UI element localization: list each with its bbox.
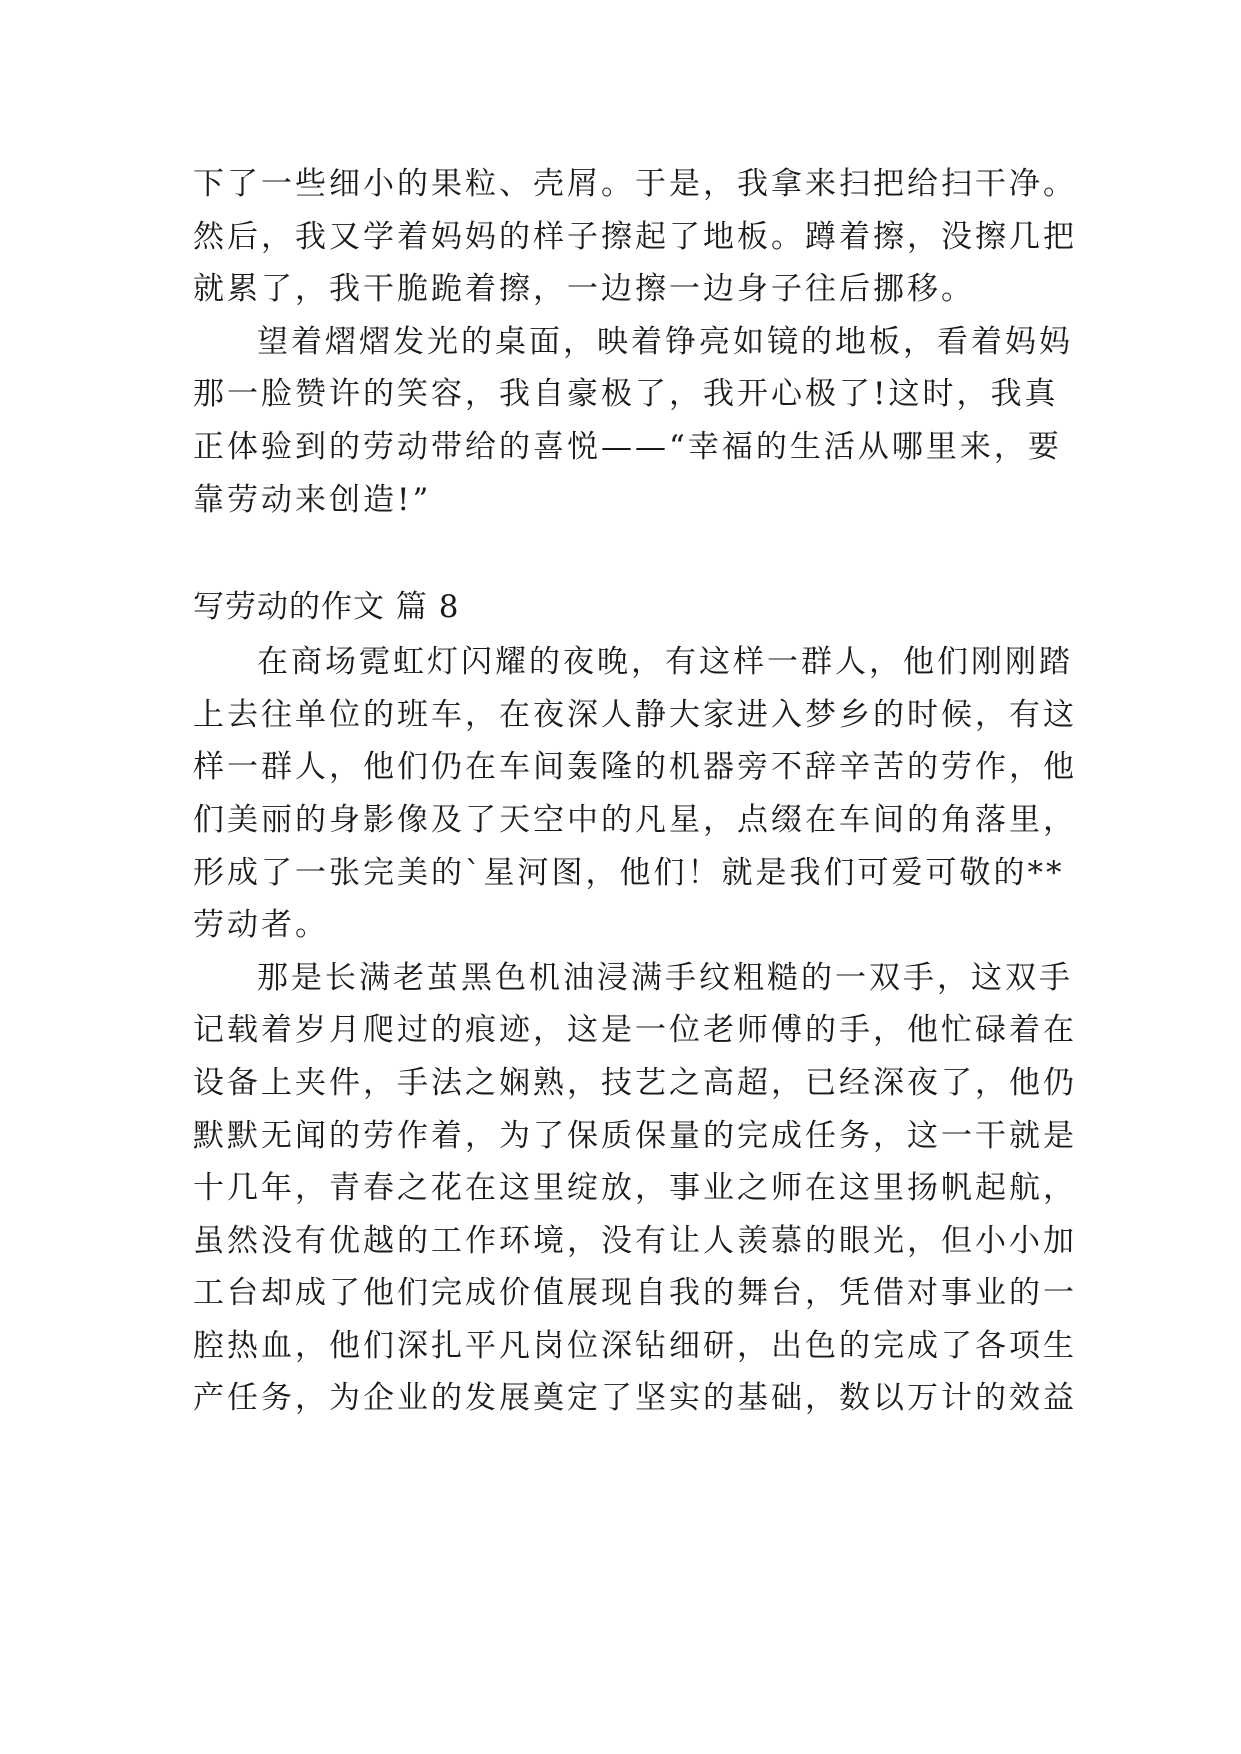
text-line: 们美丽的身影像及了天空中的凡星，点缀在车间的角落里， xyxy=(193,801,1077,838)
text-line: 那一脸赞许的笑容，我自豪极了，我开心极了!这时，我真 xyxy=(193,376,1059,413)
text-line: 就累了，我干脆跪着擦，一边擦一边身子往后挪移。 xyxy=(193,271,975,308)
text-line: 默默无闻的劳作着，为了保质保量的完成任务，这一干就是 xyxy=(193,1117,1077,1154)
text-line: 产任务，为企业的发展奠定了坚实的基础，数以万计的效益 xyxy=(193,1380,1077,1417)
text-line: 腔热血，他们深扎平凡岗位深钻细研，出色的完成了各项生 xyxy=(193,1327,1077,1364)
text-line: 十几年，青春之花在这里绽放，事业之师在这里扬帆起航， xyxy=(193,1170,1077,1207)
text-line: 设备上夹件，手法之娴熟，技艺之高超，已经深夜了，他仍 xyxy=(193,1064,1077,1101)
text-line: 工台却成了他们完成价值展现自我的舞台，凭借对事业的一 xyxy=(193,1275,1077,1312)
paragraph xyxy=(193,636,1077,952)
text-line: 靠劳动来创造!” xyxy=(193,481,432,518)
text-line: 形成了一张完美的`星河图，他们！就是我们可爱可敬的** xyxy=(193,854,1065,891)
section-spacer xyxy=(193,526,1055,578)
text-line: 望着熠熠发光的桌面，映着铮亮如镜的地板，看着妈妈 xyxy=(257,323,1073,360)
text-line: 劳动者。 xyxy=(193,907,329,944)
text-line: 记载着岁月爬过的痕迹，这是一位老师傅的手，他忙碌着在 xyxy=(193,1012,1077,1049)
text-line: 样一群人，他们仍在车间轰隆的机器旁不辞辛苦的劳作，他 xyxy=(193,749,1077,786)
paragraph-continued xyxy=(193,158,1077,316)
section-heading: 写劳动的作文 篇 8 xyxy=(193,589,460,626)
paragraph xyxy=(193,952,1077,1425)
paragraph xyxy=(193,316,1073,526)
document-body xyxy=(193,158,1077,1425)
text-line: 下了一些细小的果粒、壳屑。于是，我拿来扫把给扫干净。 xyxy=(193,166,1077,202)
text-line: 然后，我又学着妈妈的样子擦起了地板。蹲着擦，没擦几把 xyxy=(193,218,1077,255)
text-line: 在商场霓虹灯闪耀的夜晚，有这样一群人，他们刚刚踏 xyxy=(257,644,1073,681)
text-line: 虽然没有优越的工作环境，没有让人羡慕的眼光，但小小加 xyxy=(193,1222,1077,1259)
text-line: 上去往单位的班车，在夜深人静大家进入梦乡的时候，有这 xyxy=(193,696,1077,733)
text-line: 那是长满老茧黑色机油浸满手纹粗糙的一双手，这双手 xyxy=(257,959,1073,996)
text-line: 正体验到的劳动带给的喜悦——“幸福的生活从哪里来，要 xyxy=(193,428,1062,465)
